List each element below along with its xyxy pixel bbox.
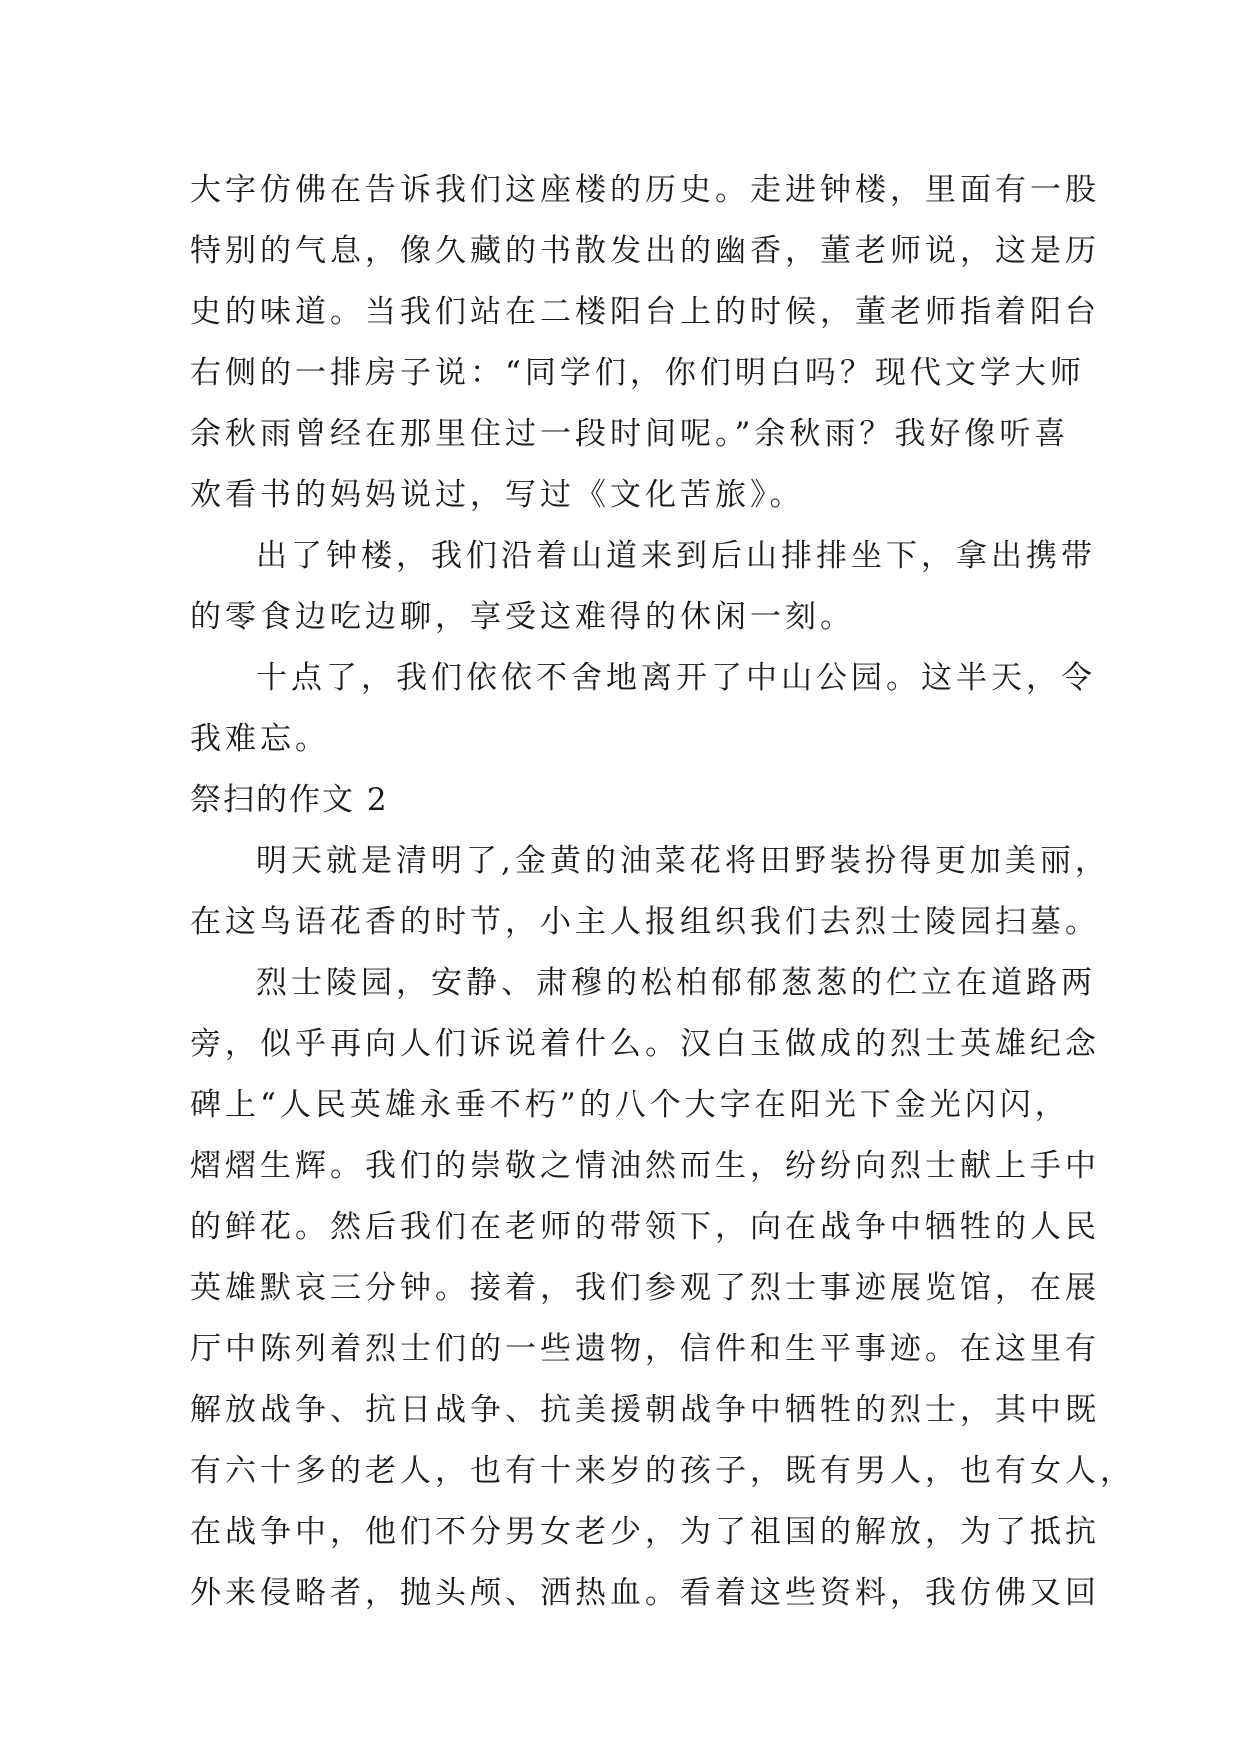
text-line: 厅中陈列着烈士们的一些遗物，信件和生平事迹。在这里有	[190, 1331, 1100, 1367]
text-line: 欢看书的妈妈说过，写过《文化苦旅》。	[190, 477, 805, 513]
text-line: 碑上“人民英雄永垂不朽”的八个大字在阳光下金光闪闪，	[190, 1087, 1070, 1123]
text-line: 右侧的一排房子说：“同学们，你们明白吗？现代文学大师	[190, 355, 1085, 391]
text-line: 我难忘。	[190, 721, 330, 757]
section-heading: 祭扫的作文 2	[190, 782, 389, 818]
text-line: 余秋雨曾经在那里住过一段时间呢。”余秋雨？我好像听喜	[190, 416, 1070, 452]
paragraph-start-line: 烈士陵园，安静、肃穆的松柏郁郁葱葱的伫立在道路两	[256, 965, 1096, 1001]
text-line: 的鲜花。然后我们在老师的带领下，向在战争中牺牲的人民	[190, 1209, 1100, 1245]
text-line: 英雄默哀三分钟。接着，我们参观了烈士事迹展览馆，在展	[190, 1270, 1100, 1306]
paragraph-start-line: 出了钟楼，我们沿着山道来到后山排排坐下，拿出携带	[256, 538, 1096, 574]
paragraph-start-line: 明天就是清明了,金黄的油菜花将田野装扮得更加美丽，	[256, 843, 1110, 879]
paragraph-start-line: 十点了，我们依依不舍地离开了中山公园。这半天，令	[256, 660, 1096, 696]
document-page	[190, 160, 1135, 1624]
text-line: 在这鸟语花香的时节，小主人报组织我们去烈士陵园扫墓。	[190, 904, 1100, 940]
text-line: 有六十多的老人，也有十来岁的孩子，既有男人，也有女人，	[190, 1453, 1135, 1489]
text-line: 外来侵略者，抛头颅、洒热血。看着这些资料，我仿佛又回	[190, 1575, 1100, 1611]
text-line: 的零食边吃边聊，享受这难得的休闲一刻。	[190, 599, 855, 635]
text-line: 在战争中，他们不分男女老少，为了祖国的解放，为了抵抗	[190, 1514, 1100, 1550]
text-line: 熠熠生辉。我们的崇敬之情油然而生，纷纷向烈士献上手中	[190, 1148, 1100, 1184]
text-line: 解放战争、抗日战争、抗美援朝战争中牺牲的烈士，其中既	[190, 1392, 1100, 1428]
text-line: 旁，似乎再向人们诉说着什么。汉白玉做成的烈士英雄纪念	[190, 1026, 1100, 1062]
text-line: 特别的气息，像久藏的书散发出的幽香，董老师说，这是历	[190, 233, 1100, 269]
text-line: 史的味道。当我们站在二楼阳台上的时候，董老师指着阳台	[190, 294, 1100, 330]
text-line: 大字仿佛在告诉我们这座楼的历史。走进钟楼，里面有一股	[190, 172, 1100, 208]
